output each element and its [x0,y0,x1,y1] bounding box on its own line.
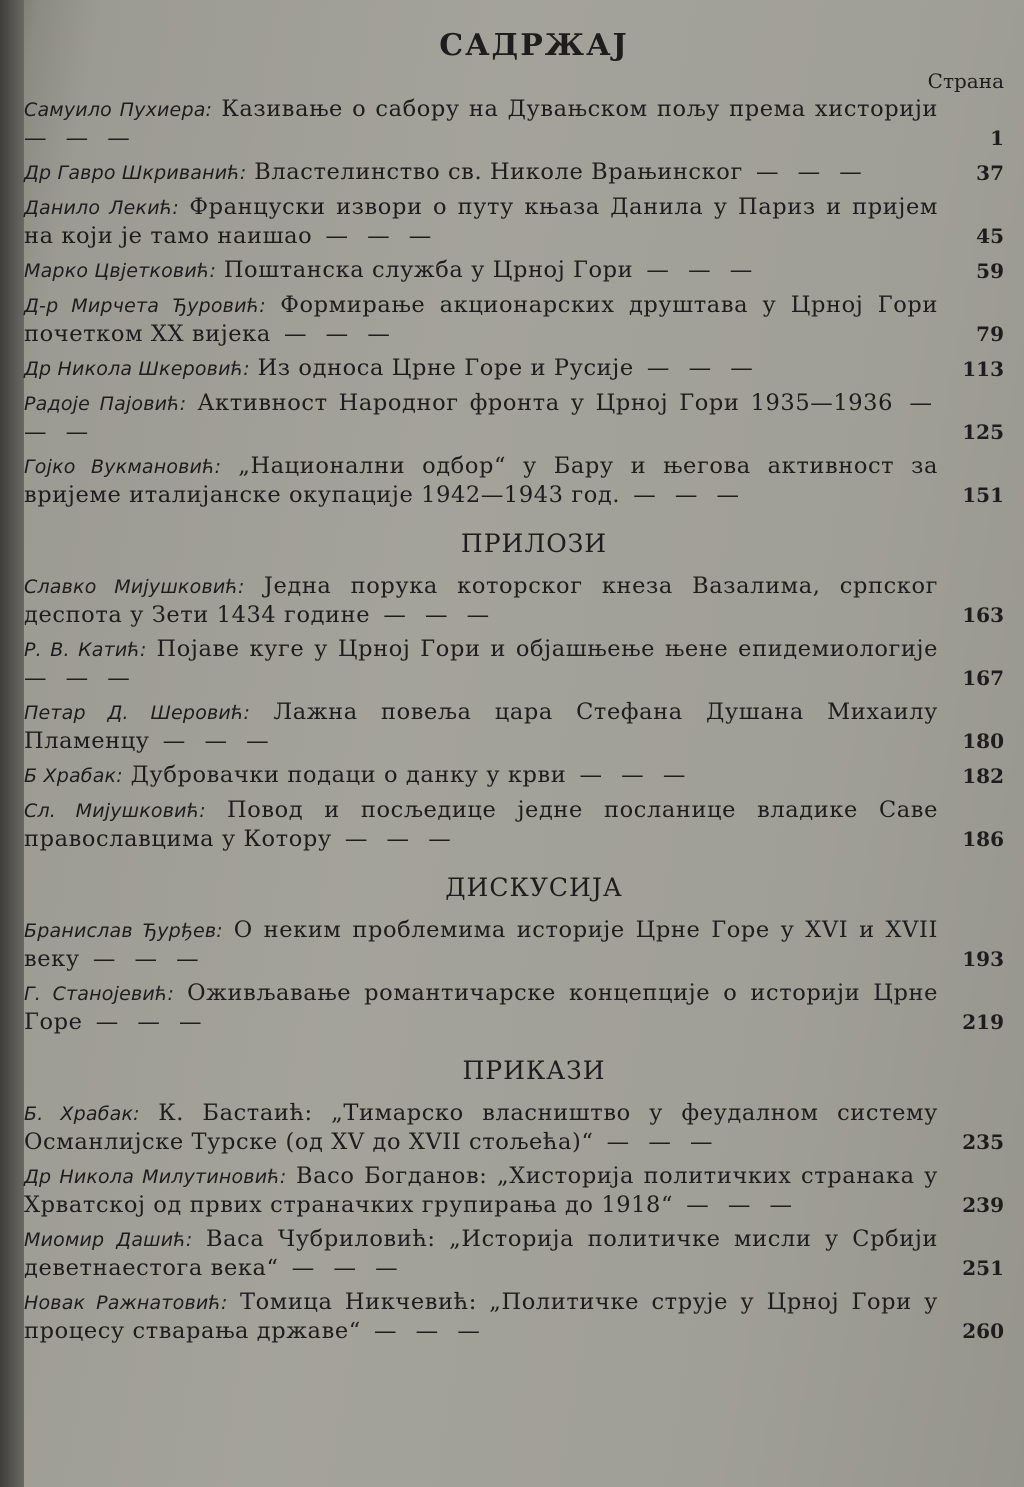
entry-page-number: 186 [962,827,1004,851]
table-of-contents [24,20,1004,1351]
entry-title: Француски извори о путу књаза Данила у Париз и пријем на који је тамо наишао [24,194,938,249]
book-spine-shadow [0,0,24,1487]
entry-author: Бранислав Ђурђев: [24,920,223,942]
entry-page-number: 151 [962,483,1004,507]
entry-text [24,796,948,853]
leader-dashes: — — — [633,257,759,283]
entry-title: Поштанска служба у Црној Гори [223,257,634,283]
entry-page-number: 239 [962,1193,1004,1217]
entry-text [24,158,948,187]
entry-page-number: 125 [962,420,1004,444]
leader-dashes: — — — [149,728,275,754]
entry-author: Миомир Дашић: [24,1229,193,1251]
leader-dashes: — — — [566,762,692,788]
toc-entry [24,158,1004,187]
entry-author: Новак Ражнатовић: [24,1292,228,1314]
leader-dashes: — — — [331,826,457,852]
entry-author: Р. В. Катић: [24,639,147,661]
leader-dashes: — — — [742,159,868,185]
toc-entry [24,979,1004,1036]
entry-text [24,1099,948,1156]
toc-entry [24,796,1004,853]
entry-title: „Национални одбор“ у Бару и његова активност за вријеме италијанске окупације 1942—1943 год. [24,453,939,508]
entry-author: Данило Лекић: [24,197,179,219]
entry-page-number: 45 [976,224,1004,248]
entry-author: Др Никола Милутиновић: [24,1166,287,1188]
section-heading: ПРИЛОЗИ [460,529,608,558]
toc-entry [24,389,1004,446]
entry-text [24,389,948,446]
entry-author: Б Храбак: [24,765,123,787]
entry-author: Самуило Пухиера: [24,99,213,121]
entry-page-number: 113 [962,357,1004,381]
entry-page-number: 163 [962,603,1004,627]
entry-text [24,256,948,285]
entry-author: Сл. Мијушковић: [24,800,206,822]
leader-dashes: — — — [24,125,136,151]
entry-title: Активност Народног фронта у Црној Гори 1935—1936 [197,390,894,416]
entry-author: Петар Д. Шеровић: [24,702,251,724]
section-heading: ПРИКАЗИ [462,1056,606,1085]
entry-text [24,572,948,629]
section-heading: ДИСКУСИЈА [445,873,623,902]
leader-dashes: — — — [370,602,496,628]
entry-text [24,1225,948,1282]
entry-author: Д-р Мирчета Ђуровић: [24,295,266,317]
toc-entry [24,193,1004,250]
entry-text [24,291,948,348]
entry-text [24,916,948,973]
toc-entry [24,1099,1004,1156]
leader-dashes: — — — [82,1009,208,1035]
entry-title: Томица Никчевић: „Политичке струје у Црној Гори у процесу стварања државе“ [24,1289,938,1344]
entry-page-number: 251 [962,1256,1004,1280]
entry-title: Једна порука которског кнеза Вазалима, српског деспота у Зети 1434 године [24,573,938,628]
leader-dashes: — — — [24,665,136,691]
leader-dashes: — — — [593,1129,719,1155]
leader-dashes: — — — [360,1318,486,1344]
entry-text [24,979,948,1036]
entry-page-number: 193 [962,947,1004,971]
entry-title: Дубровачки подаци о данку у крви [130,762,567,788]
leader-dashes: — — — [673,1192,799,1218]
entry-page-number: 219 [962,1010,1004,1034]
entry-author: Г. Станојевић: [24,983,175,1005]
entry-page-number: 59 [976,259,1004,283]
entry-title: Формирање акционарских друштава у Црној Гори почетком XX вијека [24,292,938,347]
toc-entry [24,354,1004,383]
leader-dashes: — — — [278,1255,404,1281]
entry-title: Лажна повеља цара Стефана Душана Михаилу Пламенцу [24,699,938,754]
entry-title: Васо Богданов: „Хисторија политичких странака у Хрватској од првих страначких групирања до 1918“ [24,1163,938,1218]
toc-entry [24,1288,1004,1345]
leader-dashes: — — — [270,321,396,347]
entry-title: К. Бастаић: „Тимарско власништво у феудалном систему Османлијске Турске (од XV до XVII стољећа)“ [24,1100,938,1155]
entry-title: Повод и посљедице једне посланице владике Саве православцима у Котору [24,797,938,852]
page-column-label: Страна [927,69,1004,93]
toc-entry [24,698,1004,755]
toc-entry [24,916,1004,973]
entry-title: Оживљавање романтичарске концепције о историји Црне Горе [24,980,938,1035]
entry-page-number: 79 [976,322,1004,346]
toc-entry [24,256,1004,285]
entry-author: Гојко Вукмановић: [24,456,222,478]
toc-entry [24,572,1004,629]
entry-author: Др Никола Шкеровић: [24,358,250,380]
leader-dashes: — — — [24,390,938,445]
toc-entry [24,1162,1004,1219]
entry-title: Васа Чубриловић: „Историја политичке мисли у Србији деветнаестога века“ [24,1226,938,1281]
entry-page-number: 37 [976,161,1004,185]
page-title: САДРЖАЈ [439,28,629,63]
entry-title: О неким проблемима историје Црне Горе у XVI и XVII веку [24,917,938,972]
entry-page-number: 182 [962,764,1004,788]
entry-text [24,1288,948,1345]
entry-title: Појаве куге у Црној Гори и објашњење њене епидемиологије [156,636,938,662]
leader-dashes: — — — [79,946,205,972]
entry-title: Властелинство св. Николе Врањинског [254,159,743,185]
entry-page-number: 167 [962,666,1004,690]
entry-author: Б. Храбак: [24,1103,140,1125]
entry-text [24,761,948,790]
entry-page-number: 235 [962,1130,1004,1154]
entry-author: Др Гавро Шкриванић: [24,162,247,184]
leader-dashes: — — — [312,223,438,249]
entry-title: Из односа Црне Горе и Русије [257,355,634,381]
leader-dashes: — — — [633,355,759,381]
toc-entry [24,452,1004,509]
entry-author: Радоје Пајовић: [24,393,187,415]
entry-text [24,1162,948,1219]
entry-text [24,452,948,509]
entry-text [24,698,948,755]
entry-page-number: 180 [962,729,1004,753]
entry-author: Марко Цвјетковић: [24,260,217,282]
entry-page-number: 260 [962,1319,1004,1343]
entry-text [24,193,948,250]
entry-title: Казивање о сабору на Дувањском пољу према хисторији [221,96,938,122]
entry-text [24,354,948,383]
entry-author: Славко Мијушковић: [24,576,245,598]
toc-entry [24,95,1004,152]
toc-entry [24,1225,1004,1282]
entry-text [24,95,948,152]
entry-page-number: 1 [990,126,1004,150]
toc-entry [24,635,1004,692]
toc-entry [24,761,1004,790]
leader-dashes: — — — [620,482,746,508]
toc-entry [24,291,1004,348]
entry-text [24,635,948,692]
